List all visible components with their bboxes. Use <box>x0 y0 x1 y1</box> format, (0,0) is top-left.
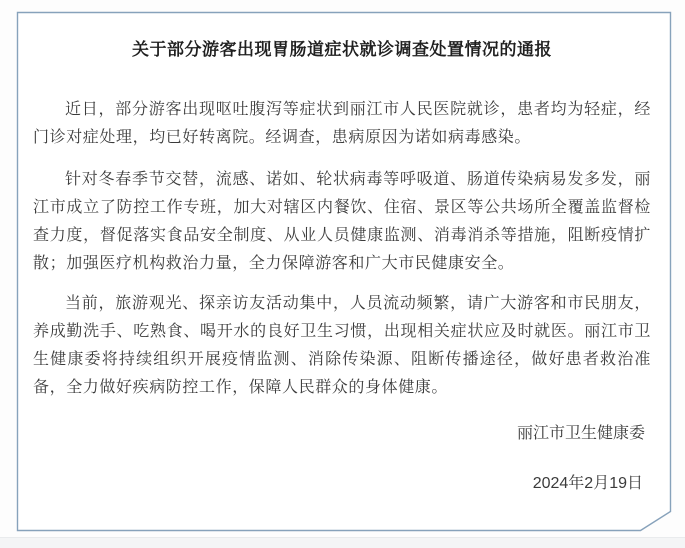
notice-content <box>17 12 671 531</box>
notice-title: 关于部分游客出现胃肠道症状就诊调查处置情况的通报 <box>132 40 552 59</box>
notice-date: 2024年2月19日 <box>532 475 643 492</box>
notice-paragraph-1: 近日，部分游客出现呕吐腹泻等症状到丽江市人民医院就诊，患者均为轻症，经门诊对症处理，均已好转离院。经调查，患病原因为诺如病毒感染。 <box>33 101 651 146</box>
notice-paragraph-3: 当前，旅游观光、探亲访友活动集中，人员流动频繁，请广大游客和市民朋友，养成勤洗手、吃熟食、喝开水的良好卫生习惯，出现相关症状应及时就医。丽江市卫生健康委将持续组织开展疫情监测、消除传染源、阻断传播途径，做好患者救治准备，全力做好疾病防控工作，保障人民群众的身体健康。 <box>33 295 651 396</box>
bottom-strip <box>0 537 685 548</box>
notice-paragraph-2: 针对冬春季节交替，流感、诺如、轮状病毒等呼吸道、肠道传染病易发多发，丽江市成立了防控工作专班，加大对辖区内餐饮、住宿、景区等公共场所全覆盖监督检查力度，督促落实食品安全制度、从业人员健康监测、消毒消杀等措施，阻断疫情扩散；加强医疗机构救治力量，全力保障游客和广大市民健康安全。 <box>33 171 651 272</box>
notice-signature: 丽江市卫生健康委 <box>516 425 645 442</box>
